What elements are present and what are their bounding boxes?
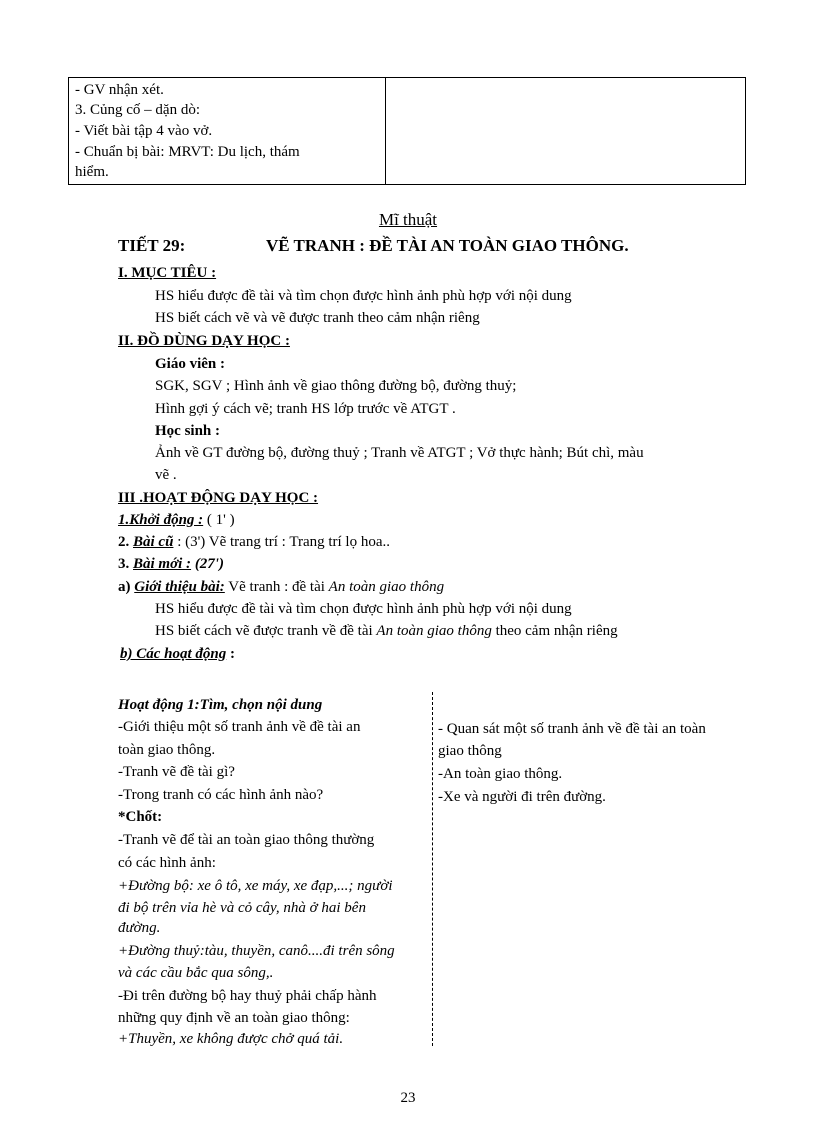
road-line: đường. <box>118 920 161 936</box>
conclusion-line: -Tranh vẽ để tài an toàn giao thông thường <box>118 832 375 848</box>
water-line: và các cầu bắc qua sông,. <box>118 965 274 981</box>
new-lesson-time: (27') <box>191 556 224 572</box>
intro-detail-line <box>155 621 618 641</box>
table-line: - Viết bài tập 4 vào vở. <box>75 123 213 139</box>
objective-line: HS biết cách vẽ và vẽ được tranh theo cảm nhận riêng <box>155 310 480 326</box>
student-activity-line: - Quan sát một số tranh ảnh về đề tài an toàn <box>438 721 706 737</box>
activities-heading <box>120 644 235 664</box>
intro-detail-line: HS hiểu được đề tài và tìm chọn được hình ảnh phù hợp với nội dung <box>155 601 572 617</box>
warmup-time: ( 1' ) <box>203 512 235 528</box>
boat-line: +Thuyền, xe không được chở quá tải. <box>118 1031 344 1047</box>
new-lesson-number: 3. <box>118 556 133 572</box>
intro-label: Giới thiệu bài: <box>134 579 225 595</box>
conclusion-line: có các hình ảnh: <box>118 855 216 871</box>
table-line: 3. Củng cố – dặn dò: <box>75 102 200 118</box>
section-heading-objectives: I. MỤC TIÊU : <box>118 265 217 281</box>
lesson-title: VẼ TRANH : ĐỀ TÀI AN TOÀN GIAO THÔNG. <box>266 236 629 255</box>
teacher-activity-line: -Giới thiệu một số tranh ảnh về đề tài an <box>118 719 361 735</box>
section-heading-activities: III .HOẠT ĐỘNG DẠY HỌC : <box>118 490 319 506</box>
page-number: 23 <box>400 1090 416 1106</box>
table-column-divider <box>385 78 386 184</box>
student-activity-line: -An toàn giao thông. <box>438 766 563 782</box>
rule-line: những quy định về an toàn giao thông: <box>118 1010 350 1026</box>
teacher-activity-line: -Trong tranh có các hình ảnh nào? <box>118 787 324 803</box>
teacher-material-line: Hình gợi ý cách vẽ; tranh HS lớp trước về ATGT . <box>155 401 456 417</box>
teacher-label: Giáo viên : <box>155 356 225 372</box>
intro-prefix: a) <box>118 579 135 595</box>
road-line: +Đường bộ: xe ô tô, xe máy, xe đạp,...; người <box>118 878 393 894</box>
water-line: +Đường thuỷ:tàu, thuyền, canô....đi trên sông <box>118 943 395 959</box>
teacher-activity-line: -Tranh vẽ đề tài gì? <box>118 764 235 780</box>
table-line: - Chuẩn bị bài: MRVT: Du lịch, thám <box>75 144 300 160</box>
intro-line <box>118 577 444 597</box>
student-label: Học sinh : <box>155 423 221 439</box>
conclusion-label: *Chốt: <box>118 809 163 825</box>
new-lesson-label: Bài mới : <box>133 556 192 572</box>
intro-detail-topic: An toàn giao thông <box>376 623 492 639</box>
intro-topic: An toàn giao thông <box>328 579 445 595</box>
activity-column-divider <box>432 692 434 1046</box>
road-line: đi bộ trên vỉa hè và cỏ cây, nhà ở hai bên <box>118 900 366 916</box>
top-table <box>68 77 746 185</box>
subject-title: Mĩ thuật <box>378 210 438 229</box>
teacher-activity-line: toàn giao thông. <box>118 742 216 758</box>
lesson-number: TIẾT 29: <box>118 236 186 255</box>
old-lesson-text: : (3') Vẽ trang trí : Trang trí lọ hoa.. <box>173 534 391 550</box>
student-activity-line: giao thông <box>438 743 502 759</box>
old-lesson-label: Bài cũ <box>133 534 174 550</box>
new-lesson-line <box>118 554 224 574</box>
activity1-title: Hoạt động 1:Tìm, chọn nội dung <box>118 697 323 713</box>
old-lesson-line <box>118 532 390 552</box>
student-material-line: Ảnh về GT đường bộ, đường thuỷ ; Tranh về ATGT ; Vở thực hành; Bút chì, màu <box>155 445 644 461</box>
activities-colon: : <box>226 646 236 662</box>
student-material-line: vẽ . <box>155 467 177 483</box>
activities-label: b) Các hoạt động <box>120 646 227 662</box>
intro-detail-text: HS biết cách vẽ được tranh về đề tài <box>155 623 377 639</box>
warmup-label: 1.Khởi động : <box>118 512 204 528</box>
objective-line: HS hiểu được đề tài và tìm chọn được hình ảnh phù hợp với nội dung <box>155 288 572 304</box>
table-line: hiểm. <box>75 164 109 180</box>
section-heading-materials: II. ĐỒ DÙNG DẠY HỌC : <box>118 333 290 349</box>
old-lesson-number: 2. <box>118 534 133 550</box>
student-activity-line: -Xe và người đi trên đường. <box>438 789 606 805</box>
intro-text: Vẽ tranh : đề tài <box>224 579 329 595</box>
teacher-material-line: SGK, SGV ; Hình ảnh về giao thông đường bộ, đường thuỷ; <box>155 378 517 394</box>
table-line: - GV nhận xét. <box>75 82 164 98</box>
intro-detail-text: theo cảm nhận riêng <box>491 623 618 639</box>
warmup-line <box>118 510 235 530</box>
rule-line: -Đi trên đường bộ hay thuỷ phải chấp hành <box>118 988 377 1004</box>
